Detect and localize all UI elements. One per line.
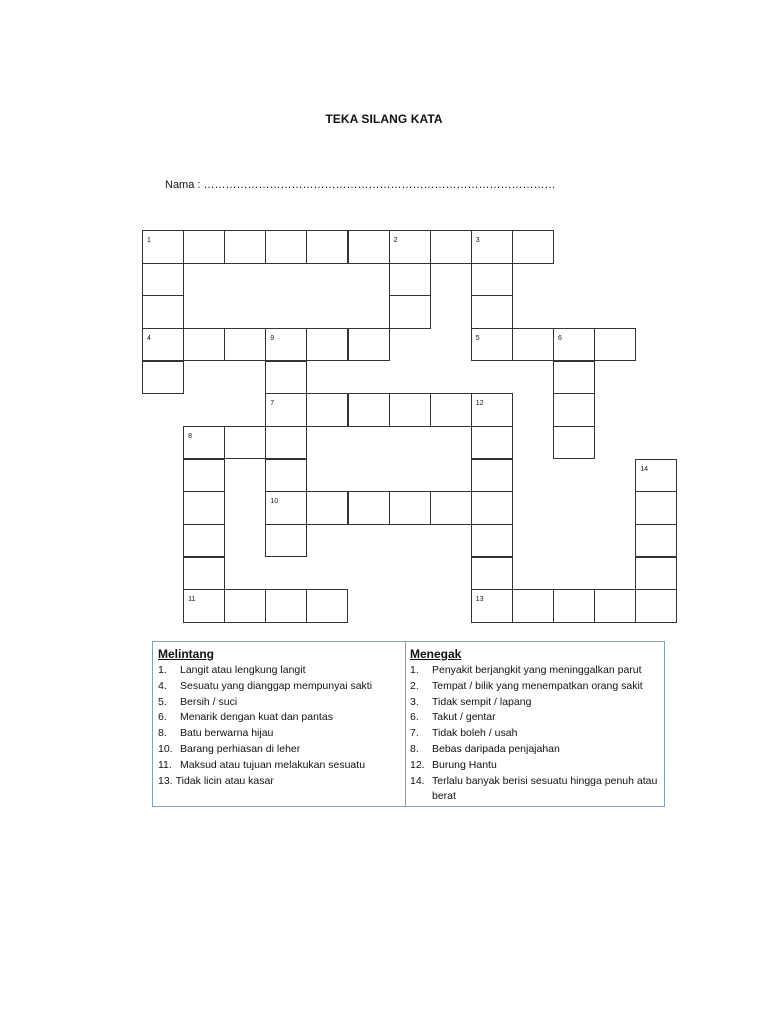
clue-num: 6. [158,711,167,724]
down-clue [410,742,664,758]
grid-cell[interactable] [635,557,677,591]
grid-cell[interactable] [594,328,636,362]
grid-cell[interactable] [265,361,307,395]
page-title: TEKA SILANG KATA [325,112,443,126]
clue-number: 10 [270,498,279,506]
grid-cell[interactable] [224,230,266,264]
clue-number: 5 [475,334,480,342]
clue-num: 3. [410,695,419,708]
clue-text: Burung Hantu [432,758,497,771]
grid-cell[interactable] [183,491,225,525]
grid-cell[interactable] [389,230,431,264]
down-clue [410,726,664,742]
grid-cell[interactable] [389,491,431,525]
clue-num: 8. [410,742,419,755]
grid-cell[interactable] [471,589,513,623]
grid-cell[interactable] [512,328,554,362]
grid-cell[interactable] [142,295,184,329]
clue-number: 7 [270,400,275,408]
clue-text: Tidak licin atau kasar [175,774,274,787]
clue-num: 5. [158,695,167,708]
grid-cell[interactable] [306,328,348,362]
name-blank[interactable]: …………………………………………………………………………………… [203,179,556,191]
grid-cell[interactable] [224,328,266,362]
grid-cell[interactable] [430,230,472,264]
across-clue [158,758,405,774]
across-heading: Melintang [158,647,214,661]
grid-cell[interactable] [389,393,431,427]
across-list [158,663,405,789]
down-clue [410,758,664,774]
down-clue [410,695,664,711]
grid-cell[interactable] [389,295,431,329]
clue-text: Menarik dengan kuat dan pantas [180,711,333,724]
down-clue [410,663,664,679]
clue-text: Langit atau lengkung langit [180,664,306,676]
clue-num: 10. [158,742,173,755]
grid-cell[interactable] [183,557,225,591]
down-clue [410,679,664,695]
clue-text: Penyakit berjangkit yang meninggalkan parut [432,664,642,676]
clue-num: 1. [410,664,419,676]
grid-cell[interactable] [142,328,184,362]
grid-cell[interactable] [553,393,595,427]
clue-text: Terlalu banyak berisi sesuatu hingga penuh atau berat [432,774,658,803]
clue-text: Takut / gentar [432,711,496,724]
grid-cell[interactable] [553,361,595,395]
grid-cell[interactable] [224,589,266,623]
clue-num: 8. [158,727,167,740]
grid-cell[interactable] [265,459,307,493]
clue-num: 6. [410,711,419,724]
clue-number: 6 [558,334,562,342]
clue-number: 4 [147,334,151,342]
grid-cell[interactable] [348,328,390,362]
clue-num: 13. [158,774,173,787]
grid-cell[interactable] [512,230,554,264]
clue-number: 13 [475,596,484,604]
across-clue [158,695,405,711]
grid-cell[interactable] [471,459,513,493]
grid-cell[interactable] [183,589,225,623]
across-clue [158,710,405,726]
grid-cell[interactable] [594,589,636,623]
grid-cell[interactable] [348,393,390,427]
grid-cell[interactable] [224,426,266,460]
clue-number: 8 [188,432,192,440]
clue-number: 12 [475,400,484,408]
clues-table [152,641,665,807]
across-clue [158,742,405,758]
grid-cell[interactable] [265,589,307,623]
grid-cell[interactable] [471,263,513,297]
grid-cell[interactable] [348,230,390,264]
grid-cell[interactable] [471,393,513,427]
clue-text: Batu berwarna hijau [180,727,274,740]
grid-cell[interactable] [183,426,225,460]
grid-cell[interactable] [471,230,513,264]
clue-text: Tidak boleh / usah [432,727,518,740]
across-clue [158,679,405,695]
grid-cell[interactable] [183,328,225,362]
down-list [410,663,664,805]
clue-number: 11 [188,596,196,604]
across-clue [158,663,405,679]
clue-text: Tidak sempit / lapang [432,695,532,708]
clue-text: Maksud atau tujuan melakukan sesuatu [180,758,366,771]
clue-num: 2. [410,679,419,692]
name-line [165,179,556,191]
down-heading: Menegak [410,647,462,661]
clue-num: 11. [158,758,172,771]
grid-cell[interactable] [471,328,513,362]
grid-cell[interactable] [142,263,184,297]
grid-cell[interactable] [183,230,225,264]
clue-number: 2 [393,237,398,244]
grid-cell[interactable] [306,230,348,264]
clue-num: 4. [158,679,167,692]
grid-cell[interactable] [183,524,225,558]
grid-cell[interactable] [265,426,307,460]
clue-num: 1. [158,664,167,676]
grid-cell[interactable] [265,393,307,427]
grid-cell[interactable] [471,295,513,329]
down-clue [410,710,664,726]
grid-cell[interactable] [553,426,595,460]
grid-cell[interactable] [265,524,307,558]
across-column [153,642,406,806]
grid-cell[interactable] [553,328,595,362]
grid-cell[interactable] [265,491,307,525]
name-label: Nama : [165,179,201,191]
grid-cell[interactable] [265,230,307,264]
grid-cell[interactable] [306,491,348,525]
down-column [406,642,664,806]
grid-cell[interactable] [471,557,513,591]
clue-text: Bebas daripada penjajahan [432,742,560,755]
clue-text: Bersih / suci [180,695,238,708]
grid-cell[interactable] [512,589,554,623]
grid-cell[interactable] [306,393,348,427]
down-clue [410,774,664,806]
grid-cell[interactable] [635,459,677,493]
clue-number: 3 [475,237,480,244]
grid-cell[interactable] [430,491,472,525]
clue-text: Tempat / bilik yang menempatkan orang sakit [432,679,643,692]
grid-cell[interactable] [553,589,595,623]
clue-number: 1 [147,237,151,244]
across-clue [158,726,405,742]
clue-number: 9 [270,334,275,342]
grid-cell[interactable] [142,361,184,395]
clue-num: 7. [410,727,419,740]
grid-cell[interactable] [635,491,677,525]
grid-cell[interactable] [430,393,472,427]
grid-cell[interactable] [635,589,677,623]
grid-cell[interactable] [471,491,513,525]
grid-cell[interactable] [348,491,390,525]
grid-cell[interactable] [471,426,513,460]
clue-text: Barang perhiasan di leher [180,742,301,755]
clue-num: 14. [410,774,425,787]
grid-cell[interactable] [265,328,307,362]
grid-cell[interactable] [306,589,348,623]
grid-cell[interactable] [635,524,677,558]
clue-number: 14 [640,465,648,473]
grid-cell[interactable] [142,230,184,264]
across-clue [158,774,405,790]
clue-num: 12. [410,758,425,771]
clue-text: Sesuatu yang dianggap mempunyai sakti [180,679,373,692]
grid-cell[interactable] [471,524,513,558]
grid-cell[interactable] [183,459,225,493]
grid-cell[interactable] [389,263,431,297]
